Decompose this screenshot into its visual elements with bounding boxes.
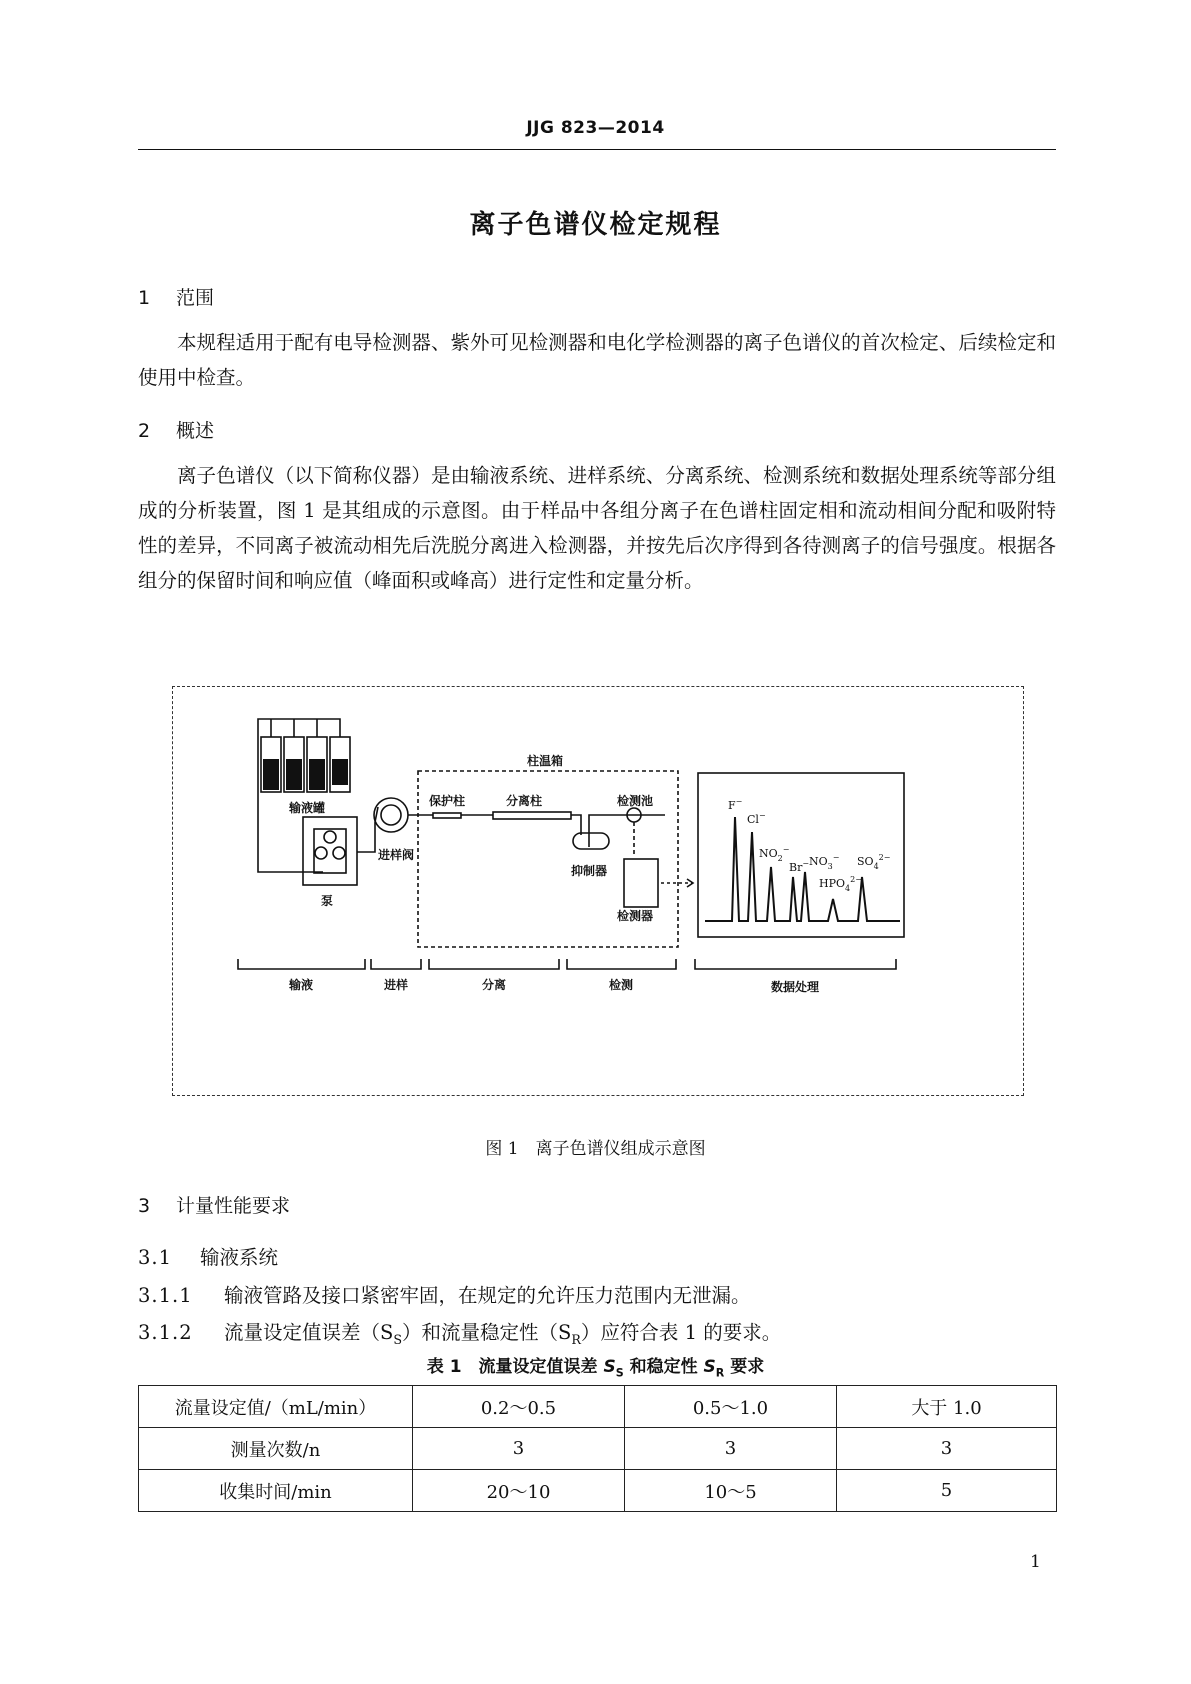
section-title: 计量性能要求 <box>176 1195 291 1217</box>
clause-number: 3.1.1 <box>138 1284 193 1307</box>
document-title: 离子色谱仪检定规程 <box>469 210 722 240</box>
label-guard-column: 保护柱 <box>429 794 466 808</box>
label-pump: 泵 <box>321 894 334 908</box>
peak-f: F− <box>728 797 743 812</box>
section-title: 概述 <box>176 420 215 442</box>
stage-separation: 分离 <box>481 978 507 992</box>
stage-injection: 进样 <box>383 978 409 992</box>
stage-data-processing: 数据处理 <box>770 980 820 994</box>
header-rule <box>138 149 1056 150</box>
label-sep-column: 分离柱 <box>506 794 543 808</box>
section-number: 2 <box>138 420 151 442</box>
table-row <box>139 1470 1057 1512</box>
section-title: 范围 <box>176 287 215 309</box>
table-row <box>139 1386 1057 1428</box>
table-cell: 3 <box>837 1428 1057 1470</box>
section-number: 1 <box>138 287 151 309</box>
peak-hpo4: $HPO_4^{2-}$ <box>819 875 862 893</box>
stage-delivery: 输液 <box>288 978 314 992</box>
clause-number: 3.1 <box>138 1246 173 1269</box>
figure-1-frame <box>172 686 1024 1096</box>
paragraph-text: 离子色谱仪（以下简称仪器）是由输液系统、进样系统、分离系统、检测系统和数据处理系统等部分组成的分析装置，图 1 是其组成的示意图。由于样品中各组分离子在色谱柱固定相和流动相间分配和吸附特性的差异，不同离子被流动相先后洗脱分离进入检测器，并按先后次序得到各待测离子的信号强度。根据各组分的保留时间和响应值（峰面积或峰高）进行定性和定量分析。 <box>138 464 1056 592</box>
ion-chromatograph-diagram <box>173 687 1022 1094</box>
table-1 <box>138 1385 1057 1512</box>
standard-code: JJG 823—2014 <box>526 118 665 138</box>
label-reservoir: 输液罐 <box>289 801 326 815</box>
section-3-heading <box>138 1191 290 1218</box>
separation-column <box>493 812 571 819</box>
label-oven: 柱温箱 <box>527 754 564 768</box>
table-1-caption: 表 1 流量设定值误差 $S_S$ 和稳定性 $S_R$ 要求 <box>426 1357 765 1380</box>
pump-box <box>303 817 357 885</box>
figure-caption: 图 1 离子色谱仪组成示意图 <box>485 1139 706 1159</box>
table-cell: 20～10 <box>413 1470 625 1512</box>
clause-3-1-2: 3.1.2 流量设定值误差$(S_S)$和流量稳定性$(S_R)$应符合表 1 的要求。 <box>138 1321 782 1347</box>
peak-so4: $SO_4^{2-}$ <box>857 853 891 871</box>
clause-3-1 <box>138 1242 278 1270</box>
label-injector: 进样阀 <box>378 848 415 862</box>
label-detector: 检测器 <box>617 909 654 923</box>
suppressor <box>573 833 609 849</box>
peak-br: Br− <box>789 859 810 874</box>
guard-column <box>433 813 461 818</box>
table-cell: 大于 1.0 <box>837 1386 1057 1428</box>
peak-no2: $NO_2^-$ <box>759 845 790 863</box>
table-cell: 5 <box>837 1470 1057 1512</box>
table-cell: 0.2～0.5 <box>413 1386 625 1428</box>
label-cell: 检测池 <box>617 794 654 808</box>
table-cell: 流量设定值/（mL/min） <box>139 1386 413 1428</box>
stage-detection: 检测 <box>608 978 634 992</box>
paragraph-text: 本规程适用于配有电导检测器、紫外可见检测器和电化学检测器的离子色谱仪的首次检定、后续检定和使用中检查。 <box>138 331 1056 389</box>
table-cell: 0.5～1.0 <box>625 1386 837 1428</box>
table-cell: 3 <box>625 1428 837 1470</box>
table-row <box>139 1428 1057 1470</box>
table-cell: 10～5 <box>625 1470 837 1512</box>
section-2-heading <box>138 416 214 443</box>
detector-box <box>624 859 658 907</box>
peak-no3: $NO_3^-$ <box>809 853 840 871</box>
section-1-paragraph <box>138 325 1056 395</box>
page-number: 1 <box>1030 1552 1041 1572</box>
table-cell: 收集时间/min <box>139 1470 413 1512</box>
injector-valve <box>374 798 408 832</box>
clause-3-1-1 <box>138 1280 751 1308</box>
clause-text: 输液系统 <box>200 1246 279 1269</box>
clause-text: 输液管路及接口紧密牢固，在规定的允许压力范围内无泄漏。 <box>224 1284 751 1307</box>
clause-number: 3.1.2 <box>138 1321 193 1344</box>
table-cell: 测量次数/n <box>139 1428 413 1470</box>
chromatogram-trace <box>705 817 900 921</box>
table-cell: 3 <box>413 1428 625 1470</box>
peak-cl: Cl− <box>747 811 766 826</box>
section-1-heading <box>138 283 214 310</box>
section-number: 3 <box>138 1195 151 1217</box>
section-2-paragraph <box>138 458 1056 598</box>
label-suppressor: 抑制器 <box>571 864 608 878</box>
